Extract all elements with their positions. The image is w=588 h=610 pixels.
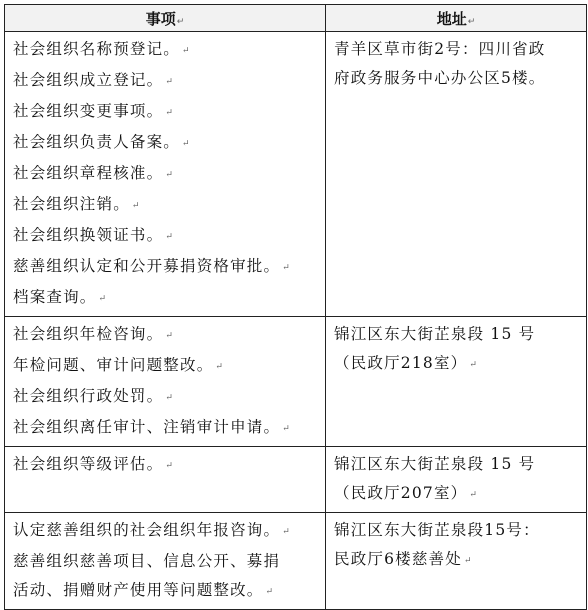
address-line: （民政厅218室） ↵ [334,354,477,372]
matter-item: 社会组织成立登记。 ↵ [13,71,173,89]
matters-address-table [4,4,587,610]
table-row [5,513,587,610]
matters-cell [5,513,326,610]
table-header-row [5,5,587,32]
matter-item: 社会组织负责人备案。 ↵ [13,133,190,151]
matter-item: 社会组织离任审计、注销审计申请。 ↵ [13,418,290,436]
matter-item: 社会组织换领证书。 ↵ [13,226,173,244]
matter-item: 活动、捐赠财产使用等问题整改。 ↵ [13,581,274,599]
matter-item: 社会组织行政处罚。 ↵ [13,387,173,405]
address-cell [326,32,587,317]
matter-item: 年检问题、审计问题整改。 ↵ [13,356,223,374]
matters-cell [5,447,326,513]
address-line: 锦江区东大街芷泉段15号： [334,521,540,539]
table-row [5,447,587,513]
matter-item: 社会组织等级评估。 ↵ [13,455,173,473]
matter-item: 社会组织章程核准。 ↵ [13,164,173,182]
address-cell [326,513,587,610]
matter-item: 社会组织年检咨询。 ↵ [13,325,173,343]
address-line: 锦江区东大街芷泉段 15 号 [334,325,536,343]
address-line: （民政厅207室） ↵ [334,484,477,502]
address-line: 民政厅6楼慈善处 ↵ [334,550,472,568]
matter-item: 档案查询。 ↵ [13,288,107,306]
matters-cell [5,32,326,317]
address-line: 锦江区东大街芷泉段 15 号 [334,455,536,473]
table-row [5,317,587,447]
matters-cell [5,317,326,447]
matter-item: 慈善组织慈善项目、信息公开、募捐 [13,552,281,570]
address-cell [326,317,587,447]
header-matters: 事项↵ [5,5,326,32]
matter-item: 社会组织注销。 ↵ [13,195,140,213]
matter-item: 社会组织变更事项。 ↵ [13,102,173,120]
header-address: 地址↵ [326,5,587,32]
address-line: 青羊区草市街2号：四川省政 [334,40,546,58]
table-row [5,32,587,317]
matter-item: 认定慈善组织的社会组织年报咨询。 ↵ [13,521,290,539]
address-line: 府政务服务中心办公区5楼。 [334,69,546,87]
matter-item: 社会组织名称预登记。 ↵ [13,40,190,58]
address-cell [326,447,587,513]
matter-item: 慈善组织认定和公开募捐资格审批。 ↵ [13,257,290,275]
